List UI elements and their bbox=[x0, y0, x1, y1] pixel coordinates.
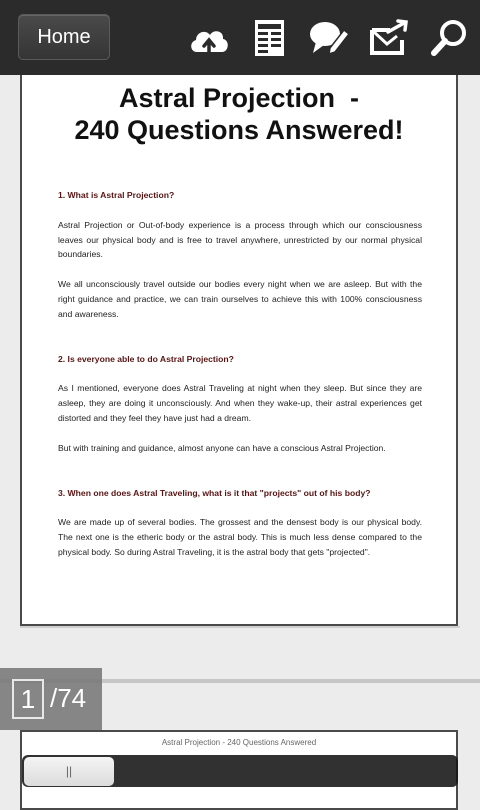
document-body bbox=[58, 188, 422, 560]
question-heading: 2. Is everyone able to do Astral Projection? bbox=[58, 353, 234, 364]
total-pages: /74 bbox=[50, 683, 87, 713]
search-icon[interactable] bbox=[428, 18, 470, 58]
cloud-upload-icon[interactable] bbox=[188, 18, 230, 58]
slider-thumb[interactable]: || bbox=[24, 757, 114, 786]
title-line-1: Astral Projection - bbox=[118, 83, 360, 113]
paragraph: But with training and guidance, almost anyone can have a conscious Astral Projection. bbox=[58, 442, 386, 453]
running-head: Astral Projection - 240 Questions Answered bbox=[161, 738, 317, 747]
question-heading: 1. What is Astral Projection? bbox=[58, 190, 175, 200]
paragraph: As I mentioned, everyone does Astral Traveling at night when they sleep. But since they are asleep, they are doing it unconsciously. And when they wake-up, their astral experiences get distorted and they feel they have just had a dream. bbox=[58, 383, 422, 423]
page-indicator bbox=[0, 668, 102, 730]
current-page-number: 1 bbox=[12, 679, 44, 719]
title-line-2: 240 Questions Answered! bbox=[74, 115, 404, 145]
question-heading: 3. When one does Astral Traveling, what is it that "projects" out of his body? bbox=[58, 487, 371, 498]
page-shadow bbox=[20, 626, 460, 628]
home-button[interactable]: Home bbox=[18, 14, 110, 60]
document-page-1 bbox=[20, 48, 458, 626]
paragraph: Astral Projection or Out-of-body experience is a process through which our consciousness leaves our physical body and is free to travel anywhere, unrestricted by our normal physical boundaries. bbox=[58, 219, 422, 260]
share-export-icon[interactable] bbox=[368, 18, 410, 58]
comment-edit-icon[interactable] bbox=[308, 18, 350, 58]
page-slider[interactable] bbox=[22, 755, 458, 787]
table-of-contents-icon[interactable] bbox=[248, 18, 290, 58]
paragraph: We are made up of several bodies. The grossest and the densest body is our physical body. The next one is the etheric body or the astral body. This is much less dense compared to the physical body. So during Astral Traveling, it is the astral body that gets "projected". bbox=[58, 517, 422, 557]
document-title bbox=[22, 82, 456, 146]
top-toolbar bbox=[0, 0, 480, 75]
paragraph: We all unconsciously travel outside our bodies every night when we are asleep. But with the right guidance and practice, we can train ourselves to achieve this with 100% consciousness and awareness. bbox=[58, 279, 422, 319]
